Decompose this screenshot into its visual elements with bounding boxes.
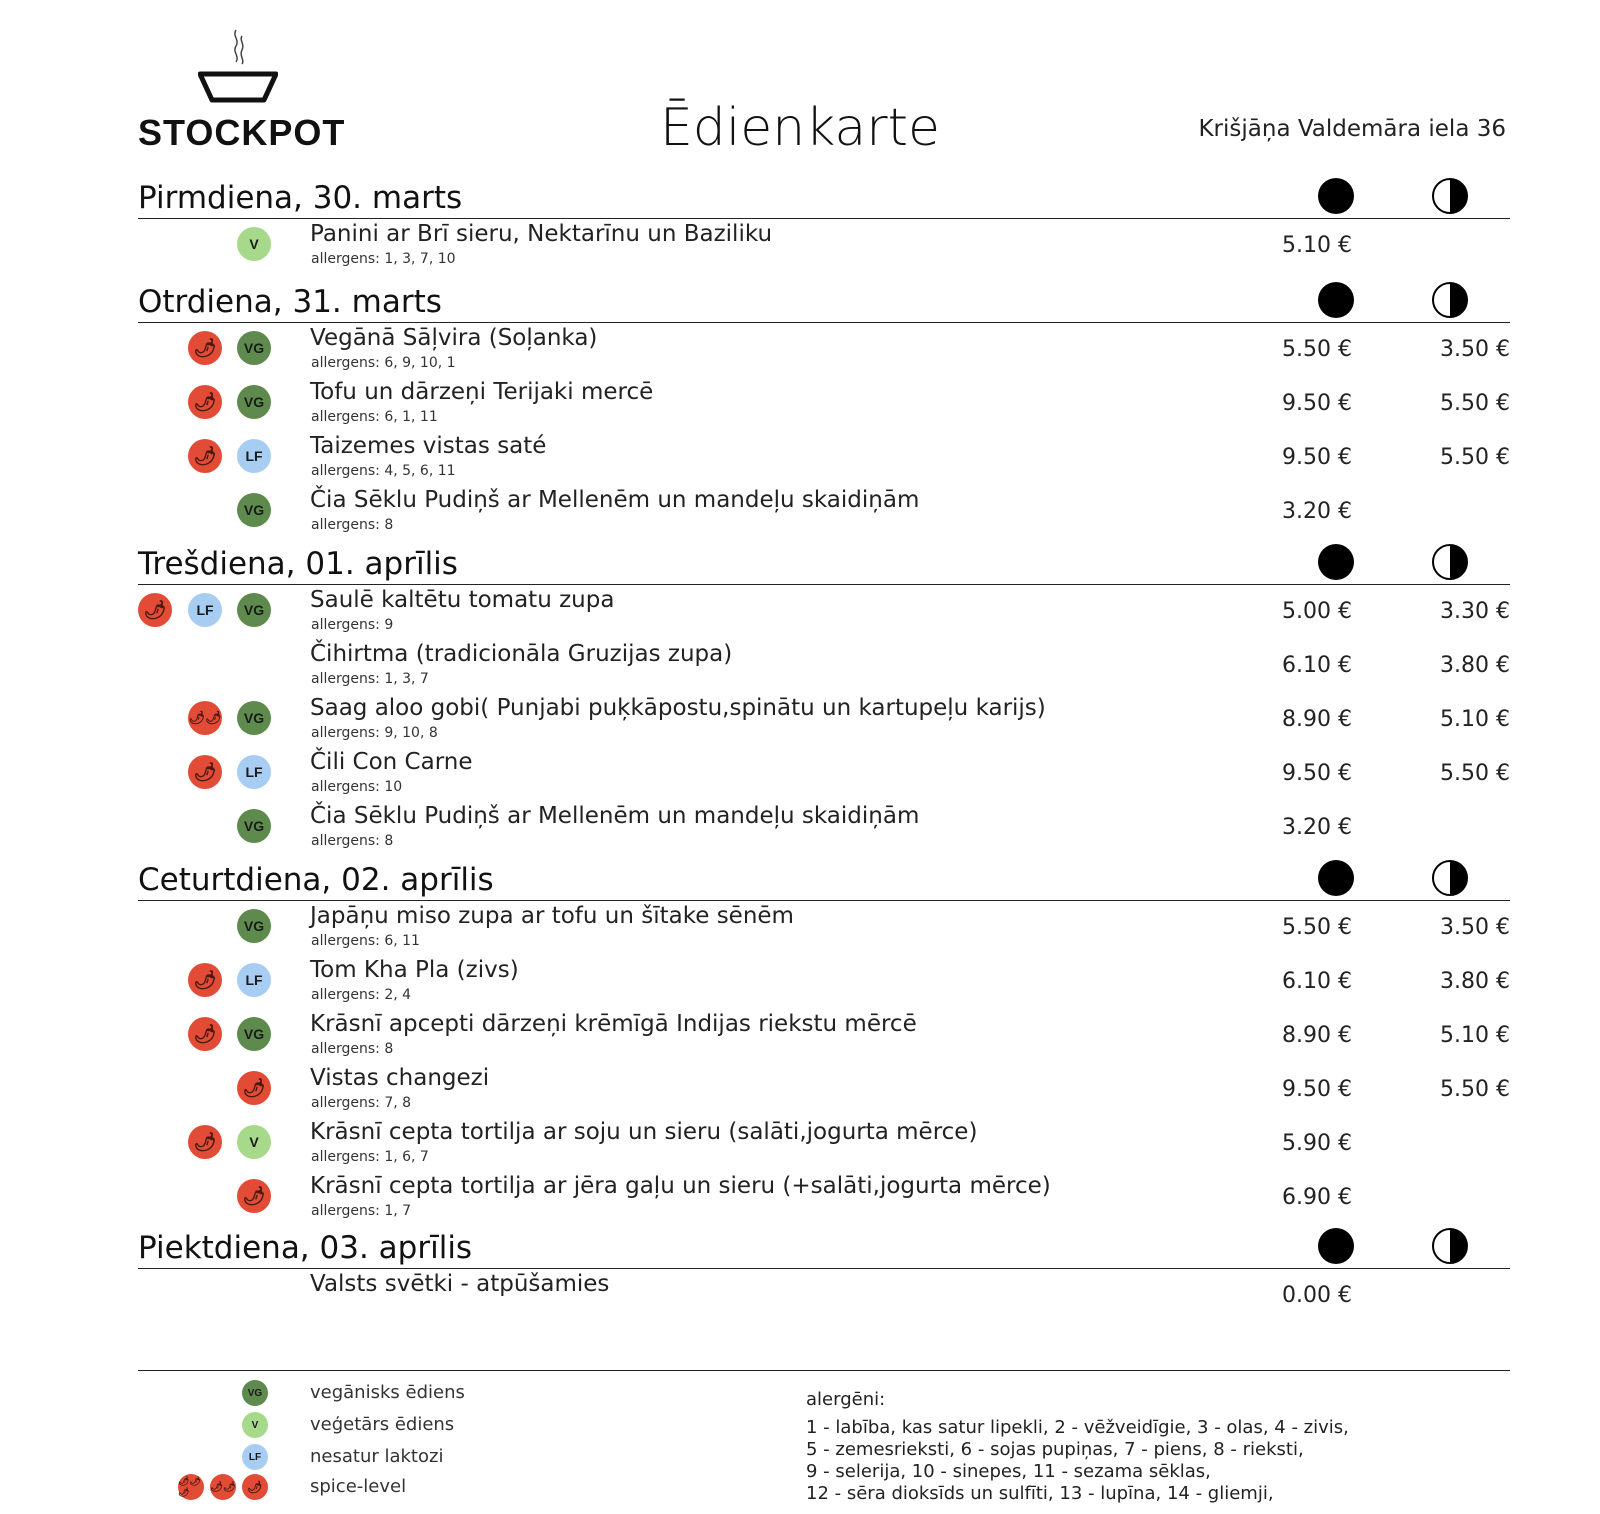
dietary-badges: [138, 1017, 273, 1053]
day-title: Trešdiena, 01. aprīlis: [138, 546, 458, 582]
menu-item: [138, 219, 1510, 273]
lactose-free-icon: LF: [237, 963, 271, 997]
full-portion-icon: [1318, 544, 1354, 580]
day-section: [138, 854, 1510, 1225]
day-title: Otrdiena, 31. marts: [138, 284, 442, 320]
price-full-portion: 8.90 €: [1282, 1023, 1352, 1048]
day-header: [138, 172, 1510, 219]
item-name: Čili Con Carne: [310, 749, 473, 775]
item-name: Vistas changezi: [310, 1065, 490, 1091]
half-portion-icon: [1432, 860, 1468, 896]
item-allergens: allergens: 9: [311, 617, 394, 633]
legend-spice-label: spice-level: [310, 1476, 407, 1497]
vegan-icon: VG: [237, 331, 271, 365]
spice-level-2-icon: 🌶🌶: [188, 701, 222, 735]
price-full-portion: 9.50 €: [1282, 445, 1352, 470]
vegetarian-icon: V: [237, 227, 271, 261]
item-allergens: allergens: 1, 3, 7, 10: [311, 251, 456, 267]
price-full-portion: 9.50 €: [1282, 391, 1352, 416]
lactose-free-icon: LF: [242, 1444, 268, 1470]
spice-level-1-icon: 🌶: [188, 1017, 222, 1051]
menu-item: [138, 901, 1510, 955]
price-full-portion: 3.20 €: [1282, 499, 1352, 524]
dietary-badges: [138, 385, 273, 421]
dietary-badges: [138, 439, 273, 475]
menu-item: [138, 1171, 1510, 1225]
price-full-portion: 6.10 €: [1282, 653, 1352, 678]
vegan-icon: VG: [237, 809, 271, 843]
vegan-icon: VG: [237, 1017, 271, 1051]
allergens-line: 1 - labība, kas satur lipekli, 2 - vēžveidīgie, 3 - olas, 4 - zivis,: [806, 1417, 1349, 1438]
day-header: [138, 276, 1510, 323]
allergens-title: alergēni:: [806, 1389, 886, 1410]
full-portion-icon: [1318, 282, 1354, 318]
price-half-portion: 5.50 €: [1440, 445, 1510, 470]
price-half-portion: 5.50 €: [1440, 761, 1510, 786]
dietary-badges: [138, 331, 273, 367]
dietary-badges: [138, 1179, 273, 1215]
price-half-portion: 5.10 €: [1440, 1023, 1510, 1048]
price-full-portion: 5.50 €: [1282, 337, 1352, 362]
menu-item: [138, 639, 1510, 693]
item-allergens: allergens: 1, 6, 7: [311, 1149, 429, 1165]
spice-level-1-icon: 🌶: [188, 385, 222, 419]
legend-vegan-label: vegānisks ēdiens: [310, 1382, 465, 1403]
vegan-icon: VG: [237, 385, 271, 419]
item-allergens: allergens: 8: [311, 517, 394, 533]
vegan-icon: VG: [237, 701, 271, 735]
menu-item: [138, 693, 1510, 747]
spice-level-1-icon: 🌶: [188, 755, 222, 789]
item-allergens: allergens: 8: [311, 833, 394, 849]
menu-item: [138, 747, 1510, 801]
dietary-badges: [138, 701, 273, 737]
price-full-portion: 9.50 €: [1282, 761, 1352, 786]
menu-item: [138, 1117, 1510, 1171]
menu-item: [138, 1009, 1510, 1063]
legend: [138, 1370, 1510, 1504]
item-allergens: allergens: 9, 10, 8: [311, 725, 438, 741]
price-full-portion: 9.50 €: [1282, 1077, 1352, 1102]
menu-item: [138, 431, 1510, 485]
item-name: Japāņu miso zupa ar tofu un šītake sēnēm: [310, 903, 794, 929]
dietary-badges: [138, 493, 273, 529]
item-allergens: allergens: 6, 11: [311, 933, 420, 949]
half-portion-icon: [1432, 282, 1468, 318]
item-name: Vegānā Sāļvira (Soļanka): [310, 325, 598, 351]
spice-level-1-icon: 🌶: [138, 593, 172, 627]
item-name: Krāsnī cepta tortilja ar jēra gaļu un sieru (+salāti,jogurta mērce): [310, 1173, 1051, 1199]
dietary-badges: [138, 647, 273, 683]
price-half-portion: 5.50 €: [1440, 1077, 1510, 1102]
item-allergens: allergens: 7, 8: [311, 1095, 412, 1111]
day-section: [138, 172, 1510, 273]
day-title: Piektdiena, 03. aprīlis: [138, 1230, 473, 1266]
legend-spice: [138, 1473, 738, 1501]
dietary-badges: [138, 809, 273, 845]
spice-level-1-icon: 🌶: [188, 963, 222, 997]
item-name: Saag aloo gobi( Punjabi puķkāpostu,spinātu un kartupeļu karijs): [310, 695, 1046, 721]
vegan-icon: VG: [237, 493, 271, 527]
item-allergens: allergens: 2, 4: [311, 987, 412, 1003]
lactose-free-icon: LF: [237, 755, 271, 789]
item-allergens: allergens: 4, 5, 6, 11: [311, 463, 456, 479]
item-allergens: allergens: 1, 7: [311, 1203, 412, 1219]
item-allergens: allergens: 10: [311, 779, 403, 795]
price-half-portion: 3.50 €: [1440, 337, 1510, 362]
legend-lactose-free-label: nesatur laktozi: [310, 1446, 444, 1467]
vegan-icon: VG: [242, 1380, 268, 1406]
legend-vegetarian-label: veģetārs ēdiens: [310, 1414, 455, 1435]
full-portion-icon: [1318, 860, 1354, 896]
lactose-free-icon: LF: [188, 593, 222, 627]
dietary-badges: [138, 227, 273, 263]
dietary-badges: [138, 755, 273, 791]
day-title: Ceturtdiena, 02. aprīlis: [138, 862, 494, 898]
spice-level-1-icon: 🌶: [188, 1125, 222, 1159]
item-name: Panini ar Brī sieru, Nektarīnu un Baziliku: [310, 221, 773, 247]
price-full-portion: 5.50 €: [1282, 915, 1352, 940]
full-portion-icon: [1318, 178, 1354, 214]
spice-level-1-icon: 🌶: [242, 1474, 268, 1500]
spice-level-1-icon: 🌶: [237, 1071, 271, 1105]
item-name: Čia Sēklu Pudiņš ar Mellenēm un mandeļu skaidiņām: [310, 803, 920, 829]
half-portion-icon: [1432, 178, 1468, 214]
vegan-icon: VG: [237, 909, 271, 943]
item-name: Krāsnī apcepti dārzeņi krēmīgā Indijas riekstu mērcē: [310, 1011, 917, 1037]
item-name: Tom Kha Pla (zivs): [310, 957, 519, 983]
dietary-badges: [138, 1125, 273, 1161]
menu-item: [138, 801, 1510, 855]
price-full-portion: 3.20 €: [1282, 815, 1352, 840]
lactose-free-icon: LF: [237, 439, 271, 473]
price-full-portion: 6.10 €: [1282, 969, 1352, 994]
price-full-portion: 8.90 €: [1282, 707, 1352, 732]
half-portion-icon: [1432, 544, 1468, 580]
vegetarian-icon: V: [237, 1125, 271, 1159]
dietary-badges: [138, 1277, 273, 1313]
price-half-portion: 3.50 €: [1440, 915, 1510, 940]
price-full-portion: 6.90 €: [1282, 1185, 1352, 1210]
allergens-line: 5 - zemesrieksti, 6 - sojas pupiņas, 7 - piens, 8 - rieksti,: [806, 1439, 1304, 1460]
vegan-icon: VG: [237, 593, 271, 627]
legend-lactose-free: [138, 1443, 738, 1471]
half-portion-icon: [1432, 1228, 1468, 1264]
allergens-line: 9 - selerija, 10 - sinepes, 11 - sezama sēklas,: [806, 1461, 1211, 1482]
allergens-legend: [806, 1389, 1349, 1505]
spice-level-1-icon: 🌶: [188, 439, 222, 473]
spice-level-1-icon: 🌶: [237, 1179, 271, 1213]
page-title: Ēdienkarte: [659, 98, 941, 158]
vegetarian-icon: V: [242, 1412, 268, 1438]
menu-item: [138, 1269, 1510, 1323]
menu-item: [138, 377, 1510, 431]
full-portion-icon: [1318, 1228, 1354, 1264]
spice-level-1-icon: 🌶: [188, 331, 222, 365]
menu-item: [138, 485, 1510, 539]
day-header: [138, 538, 1510, 585]
price-half-portion: 5.10 €: [1440, 707, 1510, 732]
item-name: Valsts svētki - atpūšamies: [310, 1271, 610, 1297]
day-title: Pirmdiena, 30. marts: [138, 180, 463, 216]
menu-item: [138, 1063, 1510, 1117]
day-section: [138, 276, 1510, 539]
price-half-portion: 3.30 €: [1440, 599, 1510, 624]
dietary-badges: [138, 1071, 273, 1107]
item-name: Taizemes vistas saté: [310, 433, 547, 459]
menu-item: [138, 323, 1510, 377]
price-full-portion: 5.90 €: [1282, 1131, 1352, 1156]
day-section: [138, 538, 1510, 855]
price-full-portion: 0.00 €: [1282, 1283, 1352, 1308]
item-name: Čihirtma (tradicionāla Gruzijas zupa): [310, 641, 733, 667]
legend-vegan: [138, 1379, 738, 1407]
address: Krišjāņa Valdemāra iela 36: [1198, 116, 1506, 142]
price-full-portion: 5.00 €: [1282, 599, 1352, 624]
price-full-portion: 5.10 €: [1282, 233, 1352, 258]
item-allergens: allergens: 6, 9, 10, 1: [311, 355, 456, 371]
brand-name: STOCKPOT: [138, 112, 346, 153]
menu-item: [138, 955, 1510, 1009]
spice-level-2-icon: 🌶🌶: [210, 1474, 236, 1500]
item-allergens: allergens: 6, 1, 11: [311, 409, 438, 425]
item-allergens: allergens: 1, 3, 7: [311, 671, 429, 687]
day-header: [138, 1222, 1510, 1269]
day-section: [138, 1222, 1510, 1323]
item-name: Saulē kaltētu tomatu zupa: [310, 587, 615, 613]
legend-vegetarian: [138, 1411, 738, 1439]
dietary-badges: [138, 909, 273, 945]
spice-level-3-icon: 🌶🌶🌶: [178, 1474, 204, 1500]
item-name: Čia Sēklu Pudiņš ar Mellenēm un mandeļu skaidiņām: [310, 487, 920, 513]
item-allergens: allergens: 8: [311, 1041, 394, 1057]
price-half-portion: 3.80 €: [1440, 969, 1510, 994]
menu-item: [138, 585, 1510, 639]
price-half-portion: 3.80 €: [1440, 653, 1510, 678]
item-name: Krāsnī cepta tortilja ar soju un sieru (salāti,jogurta mērce): [310, 1119, 978, 1145]
item-name: Tofu un dārzeņi Terijaki mercē: [310, 379, 654, 405]
day-header: [138, 854, 1510, 901]
allergens-line: 12 - sēra dioksīds un sulfīti, 13 - lupīna, 14 - gliemji,: [806, 1483, 1274, 1504]
dietary-badges: [138, 963, 273, 999]
price-half-portion: 5.50 €: [1440, 391, 1510, 416]
dietary-badges: [138, 593, 273, 629]
